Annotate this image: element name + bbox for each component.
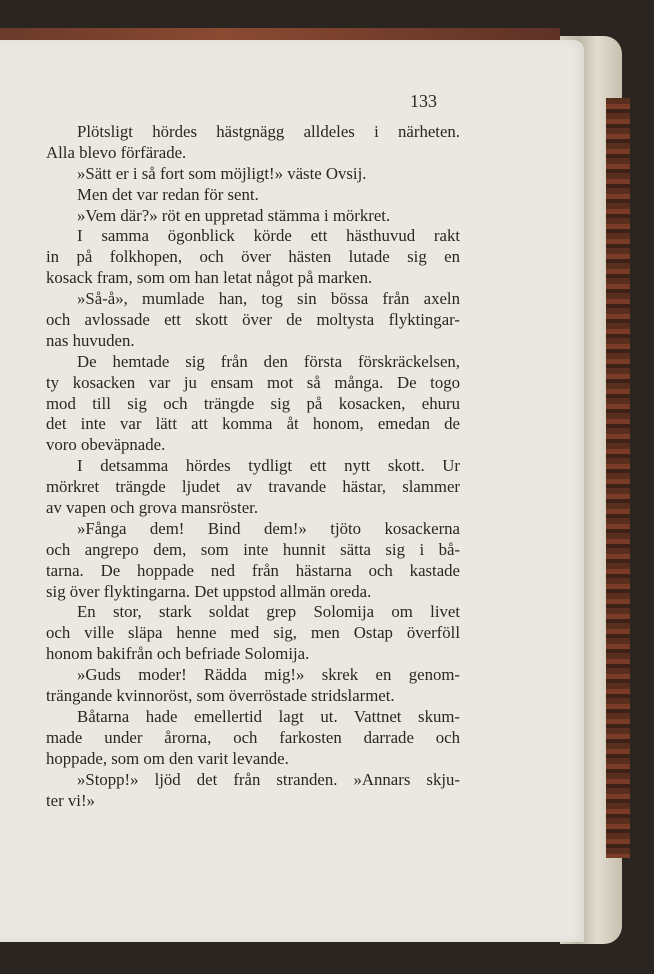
- text-line: av vapen och grova mansröster.: [46, 498, 259, 518]
- text-line: hoppade, som om den varit levande.: [46, 748, 289, 768]
- text-line: och avlossade ett skott över de moltysta flyktingar-: [46, 310, 460, 330]
- text-line: sig över flyktingarna. Det uppstod allmän oreda.: [46, 581, 372, 601]
- text-line: och ville släpa henne med sig, men Ostap överföll: [46, 623, 460, 643]
- text-line: Båtarna hade emellertid lagt ut. Vattnet skum-: [77, 706, 460, 726]
- text-line: »Sätt er i så fort som möjligt!» väste Ovsij.: [77, 163, 367, 183]
- text-line: »Så-å», mumlade han, tog sin bössa från axeln: [77, 289, 460, 309]
- book-spine: [606, 98, 630, 858]
- text-line: »Stopp!» ljöd det från stranden. »Annars skju-: [77, 769, 460, 789]
- text-line: made under årorna, och farkosten darrade och: [46, 727, 460, 747]
- text-line: Plötsligt hördes hästgnägg alldeles i närheten.: [77, 122, 460, 141]
- text-line: De hemtade sig från den första förskräckelsen,: [77, 351, 460, 371]
- text-line: ty kosacken var ju ensam mot så många. De togo: [46, 372, 460, 392]
- text-line: honom bakifrån och befriade Solomija.: [46, 644, 310, 664]
- text-line: trängande kvinnoröst, som överröstade stridslarmet.: [46, 686, 395, 706]
- text-line: nas huvuden.: [46, 330, 135, 350]
- text-line: kosack fram, som om han letat något på marken.: [46, 268, 373, 288]
- text-line: mod till sig och trängde sig på kosacken, ehuru: [46, 393, 460, 413]
- text-line: Men det var redan för sent.: [77, 184, 259, 204]
- text-line: Alla blevo förfärade.: [46, 142, 187, 162]
- text-line: I detsamma hördes tydligt ett nytt skott. Ur: [77, 456, 460, 476]
- body-text: [46, 122, 460, 811]
- text-line: voro obeväpnade.: [46, 435, 166, 455]
- text-line: det inte var lätt att komma åt honom, emedan de: [46, 414, 460, 434]
- text-line: mörkret trängde ljudet av travande hästar, slammer: [46, 477, 460, 497]
- text-line: ter vi!»: [46, 790, 95, 810]
- page-number: 133: [410, 91, 437, 111]
- text-line: En stor, stark soldat grep Solomija om livet: [77, 602, 460, 622]
- text-line: in på folkhopen, och över hästen lutade sig en: [46, 247, 460, 267]
- text-line: tarna. De hoppade ned från hästarna och kastade: [46, 560, 460, 580]
- text-line: »Vem där?» röt en uppretad stämma i mörkret.: [77, 205, 391, 225]
- text-line: I samma ögonblick körde ett hästhuvud rakt: [77, 226, 460, 246]
- text-line: »Fånga dem! Bind dem!» tjöto kosackerna: [77, 518, 460, 538]
- text-line: och angrepo dem, som inte hunnit sätta sig i bå-: [46, 539, 460, 559]
- text-line: »Guds moder! Rädda mig!» skrek en genom-: [77, 665, 460, 685]
